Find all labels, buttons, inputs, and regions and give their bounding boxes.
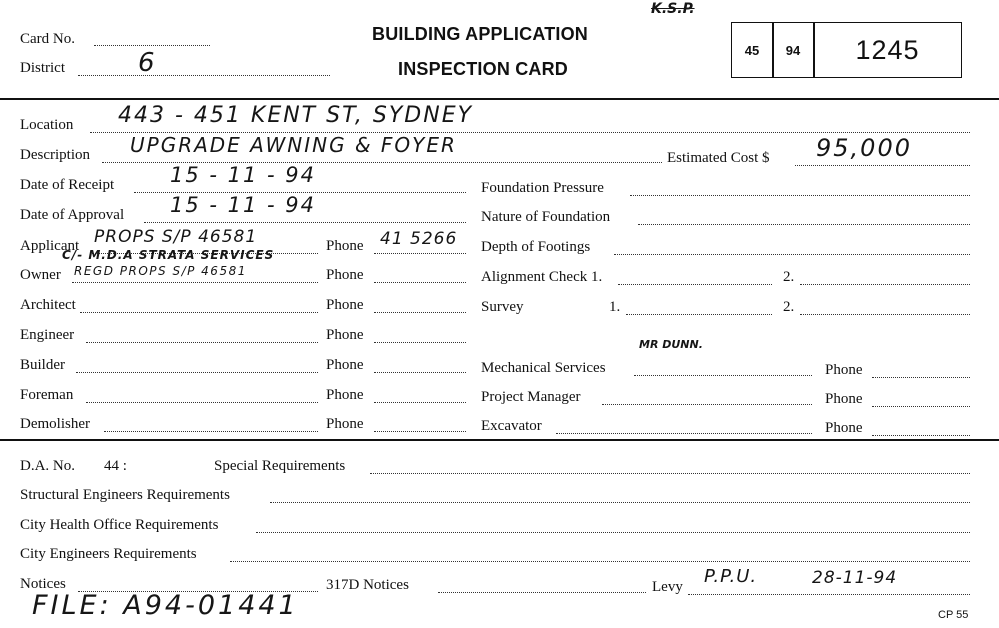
special-requirements-label: Special Requirements [214, 458, 346, 474]
builder-dots [76, 372, 318, 373]
alignment-check-dots-1 [618, 284, 772, 285]
district-dots [78, 75, 330, 76]
levy-dots [688, 594, 970, 595]
demolisher-phone-label: Phone [326, 416, 364, 432]
estimated-cost-dots [795, 165, 970, 166]
project-manager-phone-dots [872, 406, 970, 407]
mechanical-phone-label: Phone [825, 362, 863, 378]
card-no-dots [94, 45, 210, 46]
date-receipt-label: Date of Receipt [20, 177, 115, 193]
depth-footings-label: Depth of Footings [481, 239, 591, 255]
struck-note: K.S.P. [651, 1, 695, 17]
builder-phone-dots [374, 372, 466, 373]
demolisher-dots [104, 431, 318, 432]
mechanical-label: Mechanical Services [481, 360, 606, 376]
notices-label: Notices [20, 576, 66, 592]
project-manager-label: Project Manager [481, 389, 581, 405]
da-value: 44 : [104, 458, 127, 474]
applicant-phone-label: Phone [326, 238, 364, 254]
builder-label: Builder [20, 357, 65, 373]
estimated-cost-value: 95,000 [816, 134, 912, 162]
date-approval-value: 15 - 11 - 94 [170, 193, 317, 217]
engineer-dots [86, 342, 318, 343]
alignment-check-two: 2. [783, 269, 795, 285]
mechanical-dots [634, 375, 812, 376]
city-engineers-dots [230, 561, 970, 562]
applicant-value: PROPS S/P 46581 [94, 227, 258, 247]
structural-label: Structural Engineers Requirements [20, 487, 230, 503]
architect-label: Architect [20, 297, 76, 313]
survey-dots-2 [800, 314, 970, 315]
foreman-label: Foreman [20, 387, 74, 403]
district-value: 6 [138, 48, 155, 78]
footer-rule [0, 439, 999, 441]
levy-date: 28-11-94 [812, 568, 898, 588]
excavator-phone-dots [872, 435, 970, 436]
file-reference: FILE: A94-01441 [32, 590, 299, 621]
owner-label: Owner [20, 267, 61, 283]
project-manager-phone-label: Phone [825, 391, 863, 407]
depth-footings-dots [614, 254, 970, 255]
district-label: District [20, 60, 65, 76]
foreman-phone-label: Phone [326, 387, 364, 403]
builder-phone-label: Phone [326, 357, 364, 373]
levy-label: Levy [652, 579, 683, 595]
architect-phone-label: Phone [326, 297, 364, 313]
notices-317d-dots [438, 592, 646, 593]
description-label: Description [20, 147, 90, 163]
alignment-check-label: Alignment Check 1. [481, 269, 603, 285]
special-requirements-dots [370, 473, 970, 474]
survey-label: Survey [481, 299, 524, 315]
care-of-value: C/- M.D.A STRATA SERVICES [62, 248, 275, 262]
description-value: UPGRADE AWNING & FOYER [130, 133, 457, 157]
location-label: Location [20, 117, 74, 133]
applicant-phone-value: 41 5266 [380, 229, 458, 249]
notices-317d-label: 317D Notices [326, 577, 409, 593]
foundation-pressure-label: Foundation Pressure [481, 180, 604, 196]
survey-one: 1. [609, 299, 621, 315]
foundation-pressure-dots [630, 195, 970, 196]
title-line2: INSPECTION CARD [398, 59, 569, 79]
alignment-check-dots-2 [800, 284, 970, 285]
engineer-phone-label: Phone [326, 327, 364, 343]
structural-dots [270, 502, 970, 503]
owner-phone-label: Phone [326, 267, 364, 283]
header-rule [0, 98, 999, 100]
date-approval-label: Date of Approval [20, 207, 125, 223]
engineer-label: Engineer [20, 327, 75, 343]
title-line1: BUILDING APPLICATION [372, 24, 588, 44]
demolisher-label: Demolisher [20, 416, 90, 432]
mechanical-note: MR DUNN. [639, 338, 703, 351]
architect-dots [80, 312, 318, 313]
excavator-dots [556, 433, 812, 434]
owner-phone-dots [374, 282, 466, 283]
levy-value: P.P.U. [704, 566, 758, 587]
excavator-phone-label: Phone [825, 420, 863, 436]
foreman-phone-dots [374, 402, 466, 403]
box-code-b: 94 [785, 42, 801, 58]
health-dots [256, 532, 970, 533]
excavator-label: Excavator [481, 418, 542, 434]
engineer-phone-dots [374, 342, 466, 343]
owner-dots [72, 282, 318, 283]
survey-two: 2. [783, 299, 795, 315]
date-receipt-value: 15 - 11 - 94 [170, 163, 317, 187]
project-manager-dots [602, 404, 812, 405]
card-number-box [731, 22, 962, 78]
card-no-label: Card No. [20, 31, 75, 47]
health-label: City Health Office Requirements [20, 517, 219, 533]
applicant-phone-dots [374, 253, 466, 254]
location-value: 443 - 451 KENT ST, SYDNEY [118, 103, 474, 128]
applicant-label: Applicant [20, 238, 80, 254]
demolisher-phone-dots [374, 431, 466, 432]
survey-dots-1 [626, 314, 772, 315]
nature-foundation-dots [638, 224, 970, 225]
date-approval-dots [144, 222, 466, 223]
box-code-a: 45 [744, 42, 760, 58]
architect-phone-dots [374, 312, 466, 313]
form-code: CP 55 [938, 609, 969, 621]
estimated-cost-label: Estimated Cost $ [667, 150, 770, 166]
foreman-dots [86, 402, 318, 403]
nature-foundation-label: Nature of Foundation [481, 209, 611, 225]
da-label: D.A. No. [20, 458, 75, 474]
owner-value: REGD PROPS S/P 46581 [74, 264, 247, 278]
city-engineers-label: City Engineers Requirements [20, 546, 197, 562]
mechanical-phone-dots [872, 377, 970, 378]
card-number: 1245 [855, 34, 920, 65]
